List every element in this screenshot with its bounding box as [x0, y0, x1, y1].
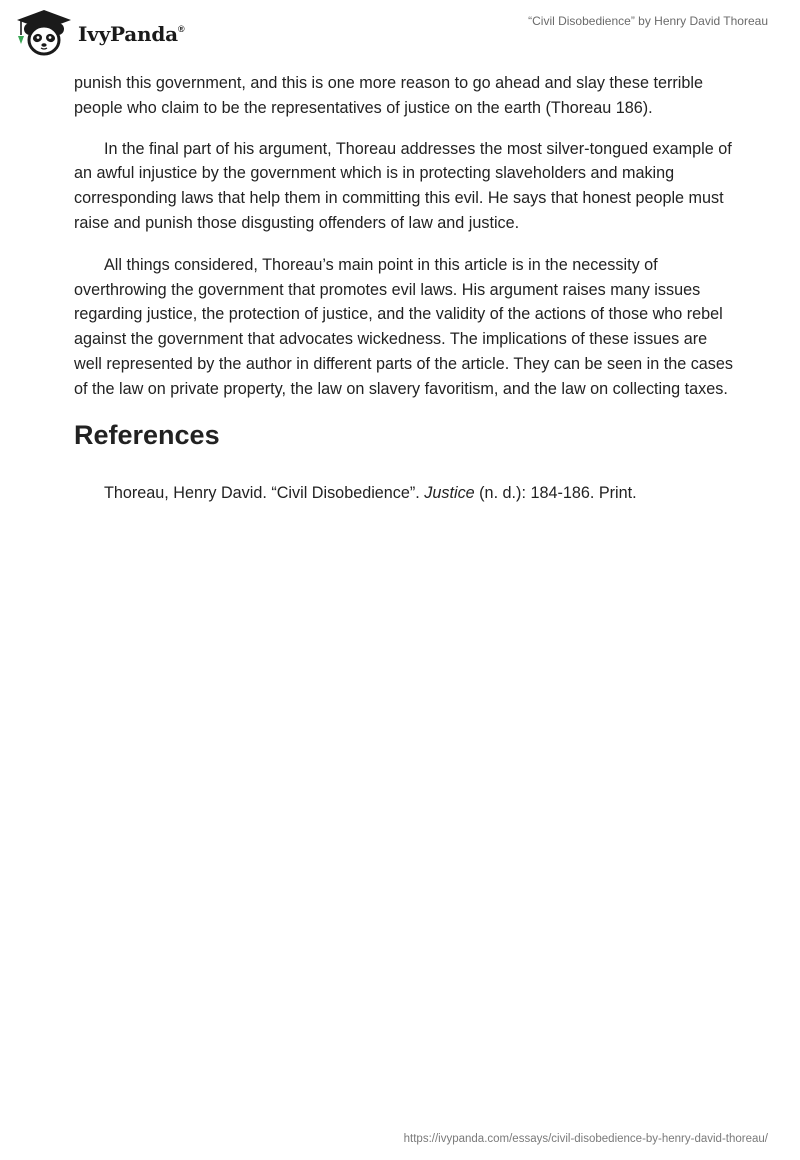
body-paragraph-conclusion: All things considered, Thoreau’s main point in this article is in the necessity of overthrowing the government that promotes evil laws. His argument raises many issues regarding justice, the protection of justice, and the validity of the actions of those who rebel against the government that advocates wickedness. The implications of these issues are well represented by the author in different parts of the article. They can be seen in the cases of the law on private property, the law on slavery favoritism, and the law on collecting taxes. [74, 255, 733, 398]
running-title: “Civil Disobedience” by Henry David Thoreau [528, 14, 768, 28]
reference-entry: Thoreau, Henry David. “Civil Disobedience”. Justice (n. d.): 184-186. Print. [104, 483, 637, 502]
panda-graduation-cap-icon [15, 9, 73, 57]
body-paragraph-continued: punish this government, and this is one more reason to go ahead and slay these terrible people who claim to be the representatives of justice on the earth (Thoreau 186). [74, 74, 703, 117]
reference-journal: Justice [424, 483, 475, 502]
ivypanda-logo[interactable] [15, 9, 184, 57]
body-paragraph: In the final part of his argument, Thoreau addresses the most silver-tongued example of an awful injustice by the government which is in protecting slaveholders and making corresponding laws that help them in committing this evil. He says that honest people must raise and punish those disgusting offenders of law and justice. [74, 139, 732, 232]
references-heading: References [74, 419, 220, 450]
page-header [0, 0, 800, 66]
essay-content [74, 71, 734, 522]
source-url[interactable]: https://ivypanda.com/essays/civil-disobedience-by-henry-david-thoreau/ [403, 1133, 768, 1145]
brand-name: IvyPanda® [78, 22, 185, 46]
